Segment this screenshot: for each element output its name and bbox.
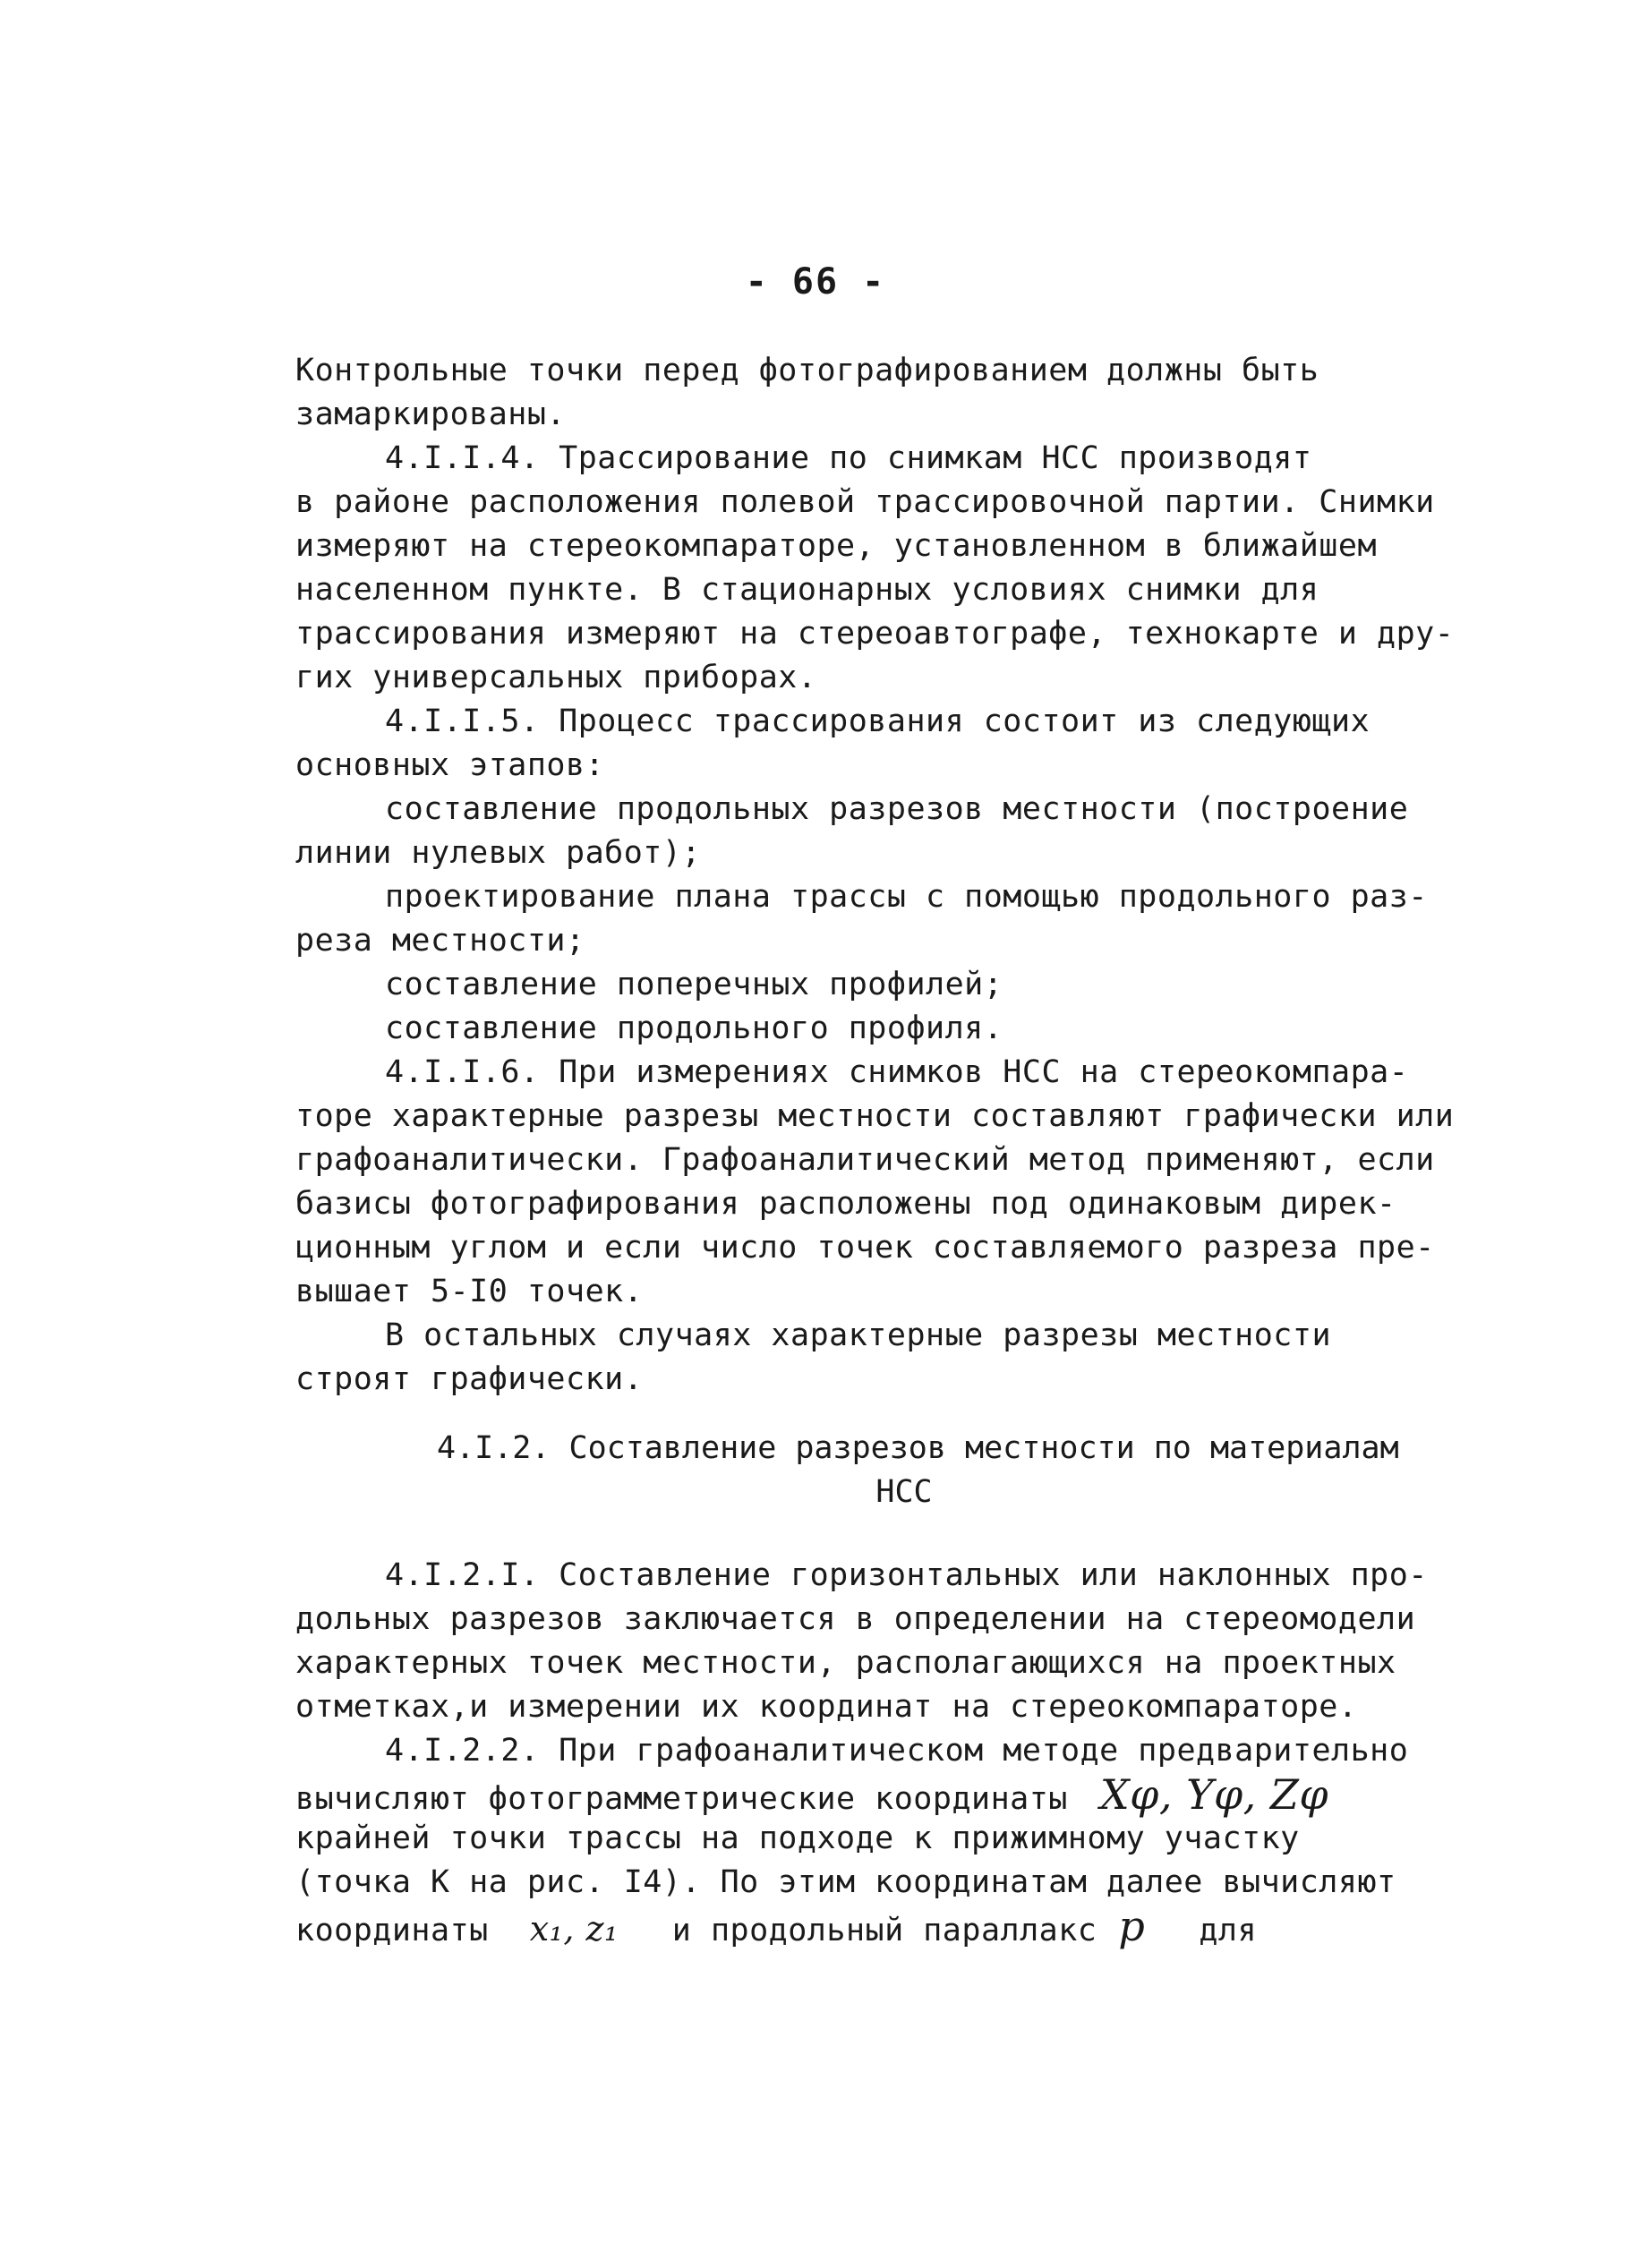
text-fragment: координаты	[295, 1913, 489, 1948]
text-line: линии нулевых работ);	[295, 835, 702, 871]
text-line: гих универсальных приборах.	[295, 660, 817, 695]
paragraph-4-1-1-4: 4.I.I.4. Трассирование по снимкам НСС производят	[385, 440, 1312, 476]
text-line: (точка К на рис. I4). По этим координатам далее вычисляют	[295, 1864, 1396, 1900]
text-line: графоаналитически. Графоаналитический метод применяют, если	[295, 1142, 1435, 1178]
page-number: - 66 -	[745, 261, 886, 303]
text-line: в районе расположения полевой трассировочной партии. Снимки	[295, 484, 1435, 520]
text-line: измеряют на стереокомпараторе, установленном в ближайшем	[295, 528, 1378, 564]
formula-photogrammetric-coords: Xφ, Yφ, Zφ	[1099, 1770, 1329, 1819]
text-fragment: для	[1199, 1913, 1258, 1948]
paragraph-4-1-1-6: 4.I.I.6. При измерениях снимков НСС на стереокомпара-	[385, 1054, 1409, 1090]
text-line-with-formula	[295, 1902, 1414, 1950]
paragraph-4-1-2-1: 4.I.2.I. Составление горизонтальных или наклонных про-	[385, 1557, 1428, 1593]
section-heading: 4.I.2. Составление разрезов местности по материалам	[437, 1430, 1399, 1466]
text-line: крайней точки трассы на подходе к прижимному участку	[295, 1820, 1300, 1856]
text-line: трассирования измеряют на стереоавтографе, технокарте и дру-	[295, 616, 1455, 652]
text-line: торе характерные разрезы местности составляют графически или	[295, 1098, 1455, 1134]
text-line: Контрольные точки перед фотографированием должны быть	[295, 353, 1319, 388]
text-line: отметках,и измерении их координат на стереокомпараторе.	[295, 1689, 1358, 1725]
paragraph-4-1-2-2: 4.I.2.2. При графоаналитическом методе предварительно	[385, 1733, 1409, 1769]
text-line: реза местности;	[295, 923, 585, 959]
formula-coords-x-z: x₁, z₁	[529, 1909, 619, 1948]
text-fragment: и продольный параллакс	[671, 1913, 1097, 1948]
section-heading-continuation: НСС	[875, 1474, 933, 1510]
text-line: характерных точек местности, располагающихся на проектных	[295, 1645, 1396, 1681]
list-item: проектирование плана трассы с помощью продольного раз-	[385, 879, 1428, 915]
text-line: ционным углом и если число точек составляемого разреза пре-	[295, 1230, 1435, 1266]
list-item: составление поперечных профилей;	[385, 967, 1003, 1002]
text-line: вышает 5-I0 точек.	[295, 1274, 644, 1309]
text-line: замаркированы.	[295, 396, 567, 432]
text-fragment: вычисляют фотограмметрические координаты	[295, 1781, 1068, 1817]
text-line: населенном пункте. В стационарных условиях снимки для	[295, 572, 1319, 608]
paragraph-4-1-1-5: 4.I.I.5. Процесс трассирования состоит из следующих	[385, 703, 1371, 739]
spacer	[295, 1402, 1414, 1427]
text-line: базисы фотографирования расположены под одинаковым дирек-	[295, 1186, 1396, 1222]
paragraph: В остальных случаях характерные разрезы местности	[385, 1317, 1332, 1353]
text-line: строят графически.	[295, 1361, 644, 1397]
list-item: составление продольного профиля.	[385, 1010, 1003, 1046]
text-line: основных этапов:	[295, 747, 605, 783]
formula-parallax-p: p	[1118, 1902, 1146, 1950]
body-text	[295, 349, 1455, 1950]
list-item: составление продольных разрезов местности (построение	[385, 791, 1409, 827]
text-line-with-formula	[295, 1770, 1414, 1819]
text-line: дольных разрезов заключается в определении на стереомодели	[295, 1601, 1416, 1637]
spacer	[295, 1514, 1414, 1554]
